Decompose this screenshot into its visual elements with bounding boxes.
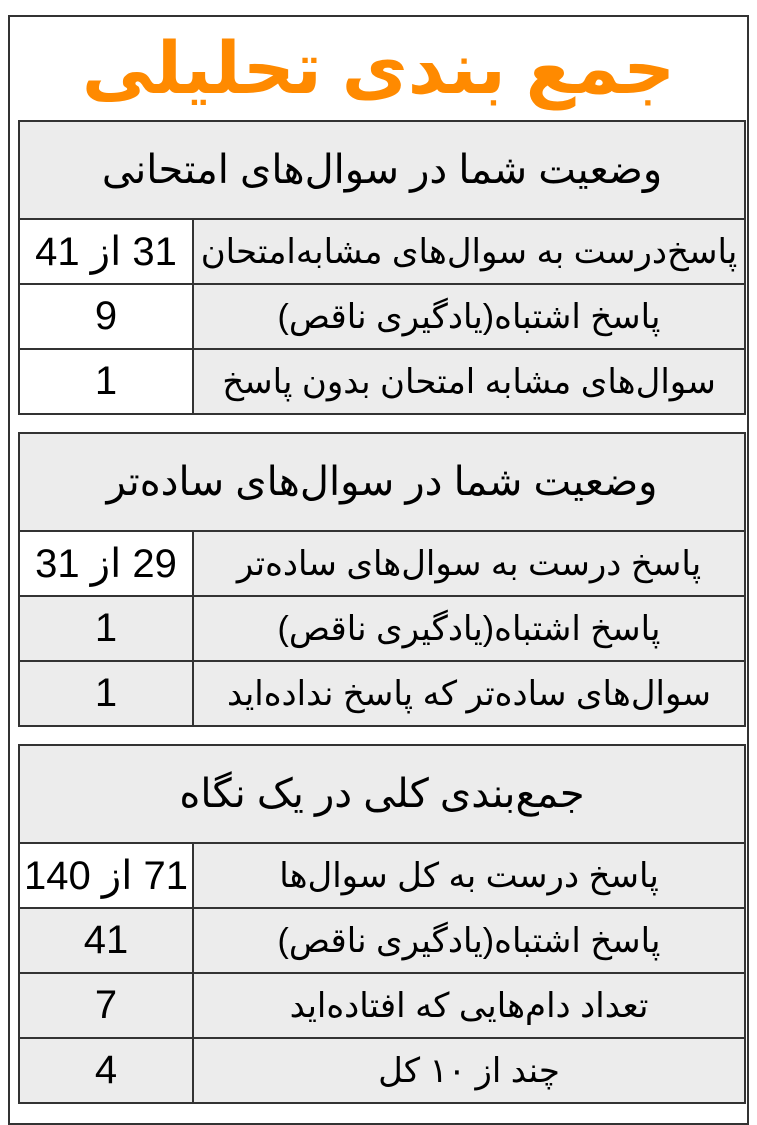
row-value: 1 xyxy=(20,597,194,660)
row-value: 7 xyxy=(20,974,194,1037)
row-value: 41 xyxy=(20,909,194,972)
table-row xyxy=(20,532,744,597)
table-row xyxy=(20,220,744,285)
row-label: پاسخ اشتباه(یادگیری ناقص) xyxy=(277,921,661,960)
row-label: سوال‌های ساده‌تر که پاسخ نداده‌اید xyxy=(226,674,712,713)
table-row xyxy=(20,350,744,413)
row-value: 29 از 31 xyxy=(20,532,194,595)
page-title: جمع بندی تحلیلی xyxy=(81,29,676,109)
simpler-questions-table xyxy=(18,432,746,727)
table-header: وضعیت شما در سوال‌های ساده‌تر xyxy=(20,434,744,532)
row-label: پاسخ اشتباه(یادگیری ناقص) xyxy=(277,297,661,336)
row-label: تعداد دام‌هایی که افتاده‌اید xyxy=(289,986,649,1025)
table-row xyxy=(20,597,744,662)
table-row xyxy=(20,662,744,725)
row-value: 31 از 41 xyxy=(20,220,194,283)
table-row xyxy=(20,974,744,1039)
row-label: سوال‌های مشابه امتحان بدون پاسخ xyxy=(222,362,716,401)
exam-questions-table xyxy=(18,120,746,415)
row-value: 4 xyxy=(20,1039,194,1102)
row-label: پاسخ اشتباه(یادگیری ناقص) xyxy=(277,609,661,648)
row-label: پاسخ درست به کل سوال‌ها xyxy=(279,856,659,895)
overall-summary-table xyxy=(18,744,746,1104)
table-header: وضعیت شما در سوال‌های امتحانی xyxy=(20,122,744,220)
row-label: پاسخ‌درست به سوال‌های مشابه‌امتحان xyxy=(200,232,738,271)
row-value: 1 xyxy=(20,350,194,413)
table-header: جمع‌بندی کلی در یک نگاه xyxy=(20,746,744,844)
row-value: 9 xyxy=(20,285,194,348)
row-value: 1 xyxy=(20,662,194,725)
table-row xyxy=(20,844,744,909)
row-value: 71 از 140 xyxy=(20,844,194,907)
table-row xyxy=(20,909,744,974)
row-label: پاسخ درست به سوال‌های ساده‌تر xyxy=(236,544,702,583)
table-row xyxy=(20,1039,744,1102)
row-label: چند از ۱۰ کل xyxy=(378,1051,560,1090)
table-row xyxy=(20,285,744,350)
